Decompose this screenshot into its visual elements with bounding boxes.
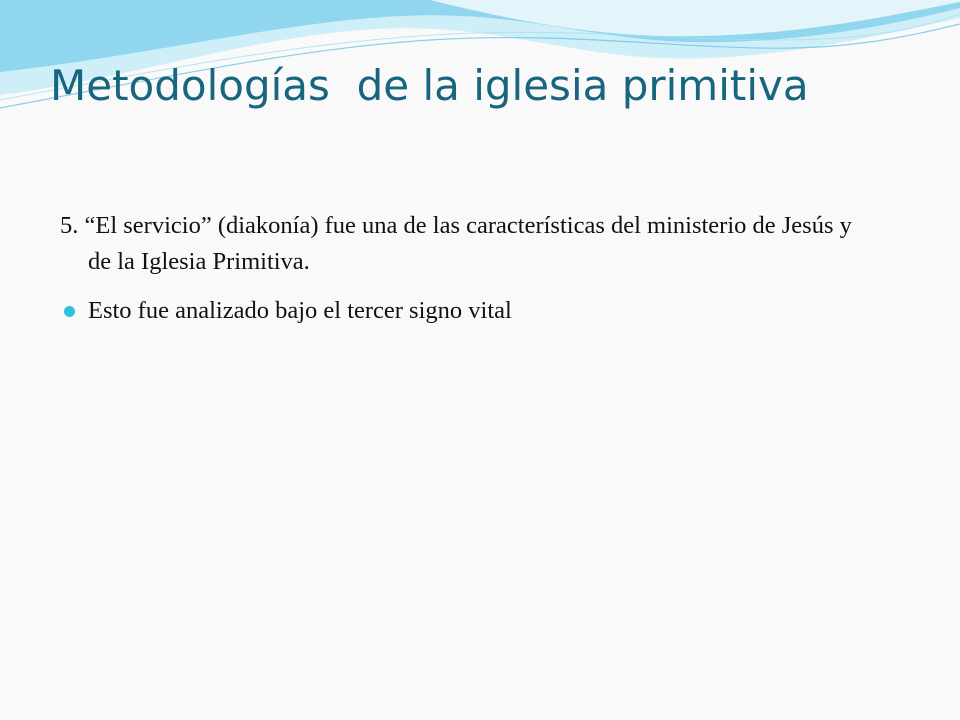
slide-title: Metodologías de la iglesia primitiva bbox=[50, 61, 809, 110]
paragraph-text: 5. “El servicio” (diakonía) fue una de las características del ministerio de Jesús y de la Iglesia Primitiva. bbox=[60, 212, 852, 275]
paragraph-text: Esto fue analizado bajo el tercer signo vital bbox=[88, 297, 512, 324]
body-paragraph-2 bbox=[60, 293, 880, 329]
slide-body bbox=[60, 208, 880, 342]
body-paragraph-1 bbox=[60, 208, 880, 280]
bullet-dot-icon bbox=[64, 306, 75, 317]
